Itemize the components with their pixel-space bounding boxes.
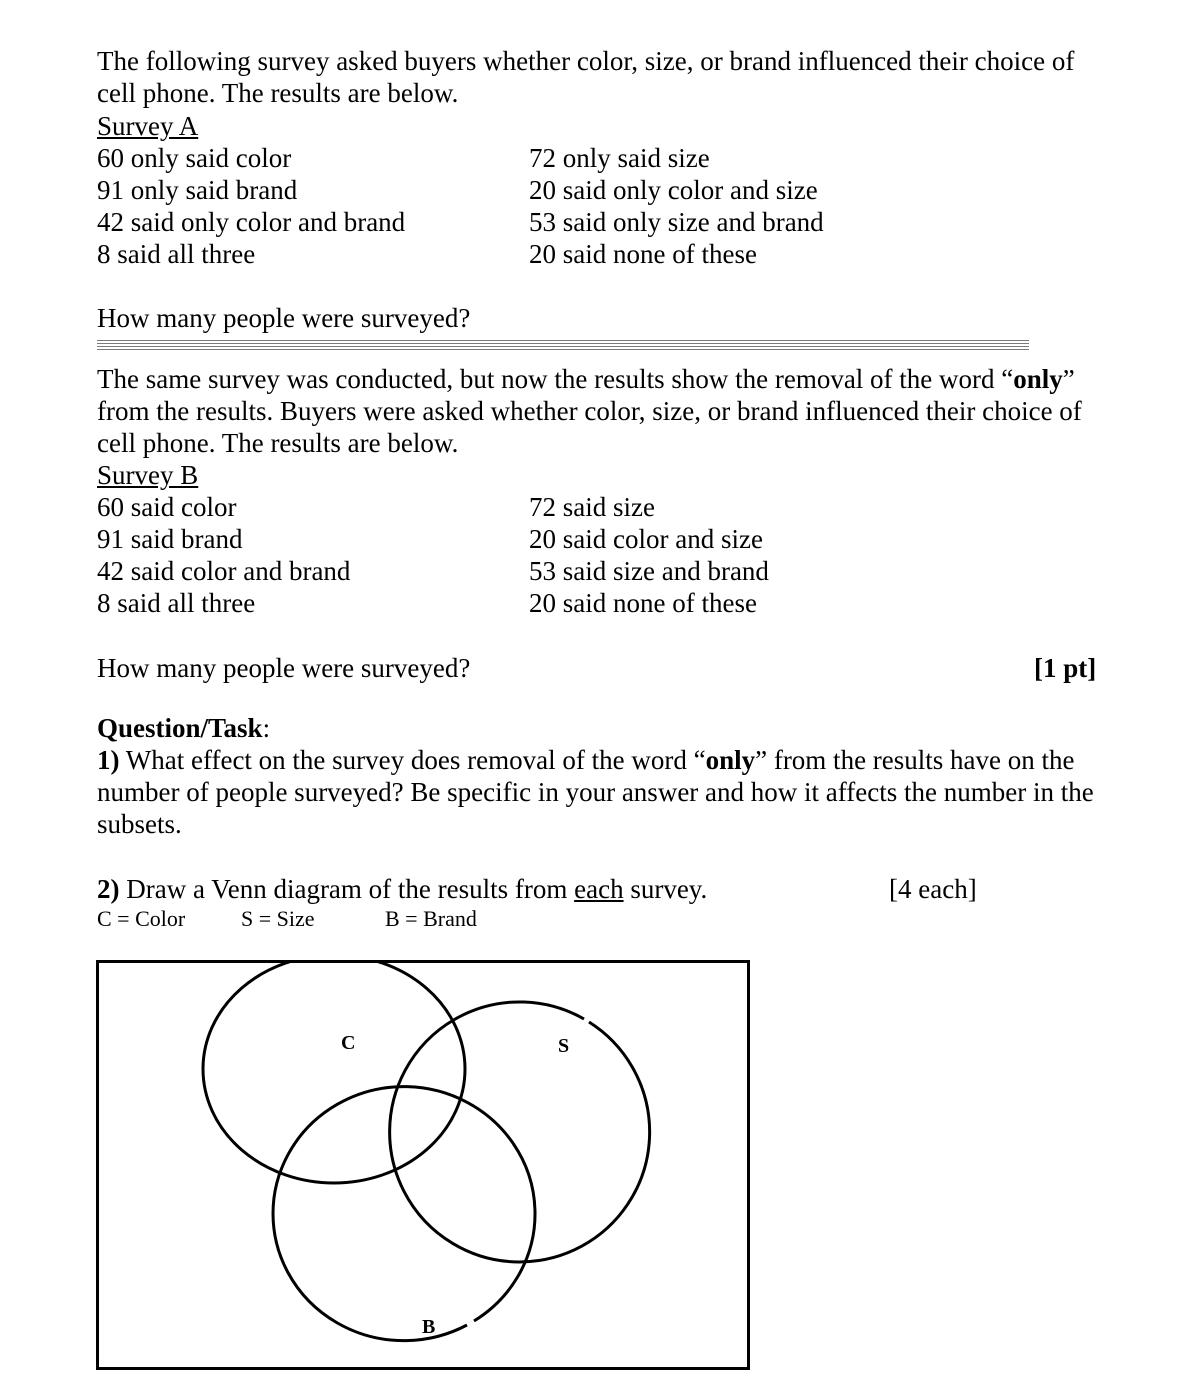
question-1-line-1: 1) What effect on the survey does removal of the word “only” from the results have on the [97,745,1075,775]
survey-a-right-item: 20 said only color and size [529,175,818,205]
legend-brand: B = Brand [385,906,477,931]
question-1-line-2: number of people surveyed? Be specific in your answer and how it affects the number in the [97,777,1094,807]
venn-circle-color [203,963,465,1183]
survey-a-left-item: 91 only said brand [97,175,298,205]
venn-label-color: C [341,1032,356,1054]
venn-diagram-box[interactable] [96,960,750,1370]
survey-b-right-item: 20 said none of these [529,588,757,618]
venn-label-size: S [558,1035,570,1057]
survey-a-right-item: 20 said none of these [529,239,757,269]
survey-b-right-item: 53 said size and brand [529,556,769,586]
survey-b-left-item: 91 said brand [97,524,243,554]
venn-circle-size [390,1002,650,1262]
question-1-line-3: subsets. [97,809,182,839]
transition-line-1: The same survey was conducted, but now the results show the removal of the word “only” [97,364,1075,394]
survey-b-left-item: 42 said color and brand [97,556,351,586]
legend-color: C = Color [97,906,186,931]
survey-a-right-item: 53 said only size and brand [529,207,824,237]
survey-b-right-item: 20 said color and size [529,524,763,554]
survey-a-title: Survey A [97,111,199,141]
survey-a-left-item: 42 said only color and brand [97,207,406,237]
legend-size: S = Size [241,906,315,931]
intro-line-2: cell phone. The results are below. [97,78,459,108]
task-heading: Question/Task: [97,713,271,743]
transition-line-2: from the results. Buyers were asked whether color, size, or brand influenced their choice of [97,396,1082,426]
survey-a-left-item: 60 only said color [97,143,292,173]
survey-b-left-item: 60 said color [97,492,237,522]
survey-b-title: Survey B [97,460,199,490]
question-2: 2) Draw a Venn diagram of the results from each survey. [97,874,708,904]
survey-b-left-item: 8 said all three [97,588,256,618]
section-divider [97,340,1029,352]
survey-b-points: [1 pt] [1034,653,1097,683]
survey-b-question: How many people were surveyed? [97,653,471,683]
survey-a-right-item: 72 only said size [529,143,710,173]
venn-circle-brand [273,1087,535,1341]
transition-line-3: cell phone. The results are below. [97,428,459,458]
intro-line-1: The following survey asked buyers whether color, size, or brand influenced their choice of [97,46,1075,76]
survey-b-right-item: 72 said size [529,492,655,522]
survey-a-left-item: 8 said all three [97,239,256,269]
question-2-points: [4 each] [889,874,977,904]
venn-label-brand: B [422,1316,436,1338]
survey-a-question: How many people were surveyed? [97,303,471,333]
venn-diagram [99,963,753,1373]
